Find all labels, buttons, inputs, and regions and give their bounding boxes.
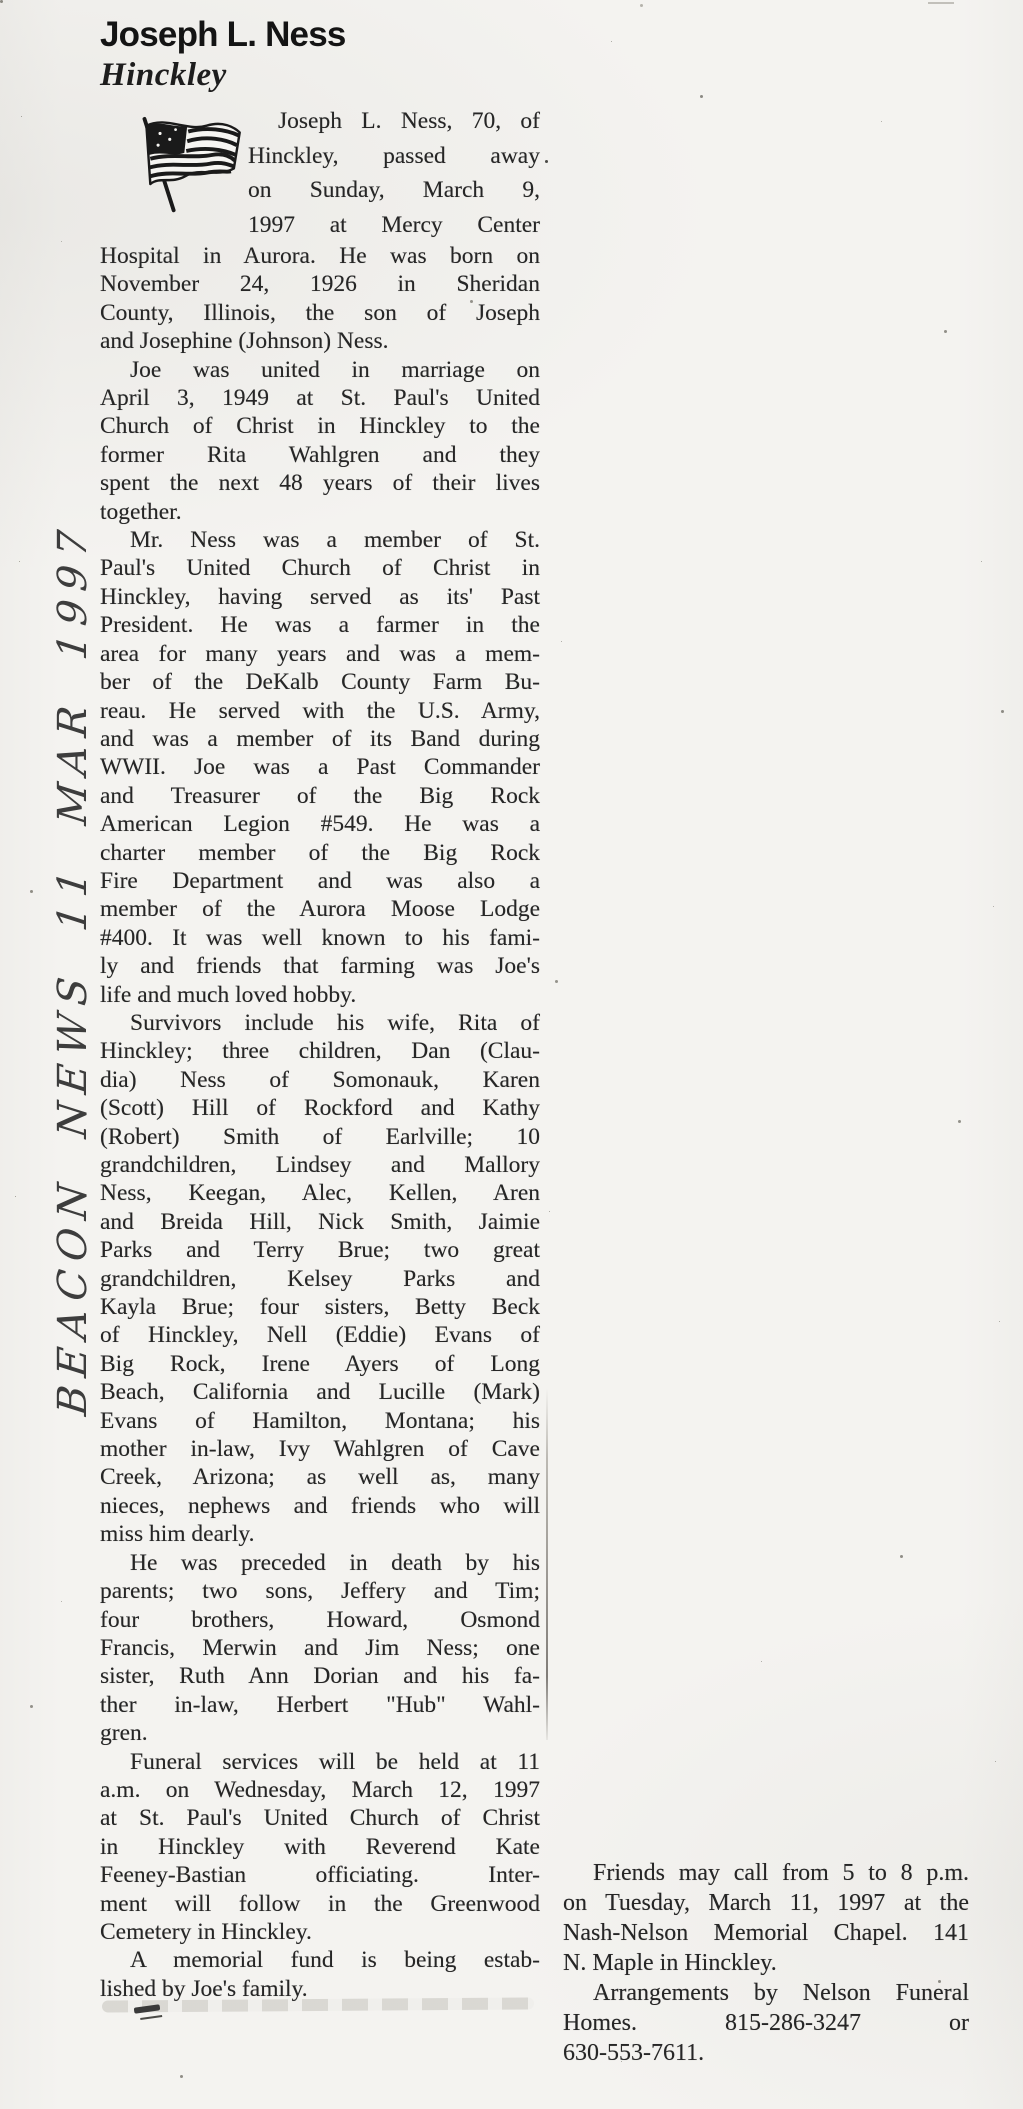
text-line: dia) Ness of Somonauk, Karen [100,1066,540,1093]
text-line: and Josephine (Johnson) Ness. [100,328,389,355]
text-line: grandchildren, Lindsey and Mallory [100,1152,540,1178]
text-line: Feeney-Bastian officiating. Inter- [100,1862,540,1889]
text-line: Church of Christ in Hinckley to the [100,413,540,440]
text-line: parents; two sons, Jeffery and Tim; [100,1578,540,1605]
paragraph [100,526,540,1009]
text-line: 630-553-7611. [563,2040,705,2066]
text-line: November 24, 1926 in Sheridan [100,271,540,298]
text-line: 1997 at Mercy Center [248,211,540,238]
text-line: A memorial fund is being estab- [130,1947,540,1974]
obituary-headline: Joseph L. Ness [100,15,346,54]
text-line: Mr. Ness was a member of St. [130,527,540,554]
paragraph [563,1858,969,1978]
text-line: Nash-Nelson Memorial Chapel. 141 [563,1920,969,1946]
paragraph [100,1946,540,2003]
text-line: Beach, California and Lucille (Mark) [100,1379,540,1406]
text-line: County, Illinois, the son of Joseph [100,299,540,326]
text-line: April 3, 1949 at St. Paul's United [100,385,540,412]
text-line: Arrangements by Nelson Funeral [593,1980,969,2006]
text-line: together. [100,498,182,525]
text-line: American Legion #549. He was a [100,811,540,838]
paragraph [100,356,540,526]
text-line: lished by Joe's family. [100,1975,308,2002]
us-flag-icon [136,116,254,218]
text-line: Hospital in Aurora. He was born on [100,243,540,269]
scratched-out-line [102,1997,534,2012]
text-line: of Hinckley, Nell (Eddie) Evans of [100,1322,540,1349]
paragraph [100,1549,540,1748]
text-line: life and much loved hobby. [100,981,357,1008]
text-line: and Breida Hill, Nick Smith, Jaimie [100,1208,540,1235]
text-line: area for many years and was a mem- [100,640,540,667]
text-line: mother in-law, Ivy Wahlgren of Cave [100,1436,540,1463]
text-line: Hinckley; three children, Dan (Clau- [100,1038,540,1065]
text-line: Parks and Terry Brue; two great [100,1237,540,1264]
text-line: Ness, Keegan, Alec, Kellen, Aren [100,1180,540,1207]
text-line: nieces, nephews and friends who will [100,1492,540,1519]
text-line: Joseph L. Ness, 70, of [278,108,540,134]
text-line: gren. [100,1720,148,1747]
text-line: sister, Ruth Ann Dorian and his fa- [100,1663,540,1690]
text-line: Big Rock, Irene Ayers of Long [100,1350,540,1377]
handwritten-annotation: BEACON NEWS 11 MAR 1997 [50,519,96,1418]
paragraph [100,1009,540,1549]
paragraph [563,1978,969,2068]
text-line: Hinckley, passed away [248,142,540,169]
text-line: Survivors include his wife, Rita of [130,1009,540,1036]
text-line: former Rita Wahlgren and they [100,441,540,468]
text-line: Fire Department and was also a [100,867,540,894]
text-line: Creek, Arizona; as well as, many [100,1464,540,1491]
text-line: on Tuesday, March 11, 1997 at the [563,1890,969,1916]
text-line: (Scott) Hill of Rockford and Kathy [100,1095,540,1122]
text-line: on Sunday, March 9, [248,177,540,203]
text-line: member of the Aurora Moose Lodge [100,896,540,923]
text-line: four brothers, Howard, Osmond [100,1606,540,1633]
text-line: N. Maple in Hinckley. [563,1950,777,1976]
text-line: a.m. on Wednesday, March 12, 1997 [100,1776,540,1803]
text-line: Kayla Brue; four sisters, Betty Beck [100,1294,540,1321]
text-line: ment will follow in the Greenwood [100,1890,540,1917]
paper-crease [546,1388,548,1740]
text-line: ther in-law, Herbert "Hub" Wahl- [100,1691,540,1718]
obituary-body [100,104,540,2003]
text-line: at St. Paul's United Church of Christ [100,1805,540,1832]
text-line: (Robert) Smith of Earlville; 10 [100,1123,540,1150]
text-line: President. He was a farmer in the [100,612,540,639]
text-line: in Hinckley with Reverend Kate [100,1833,540,1860]
text-line: grandchildren, Kelsey Parks and [100,1265,540,1292]
text-line: WWII. Joe was a Past Commander [100,754,540,781]
text-line: Joe was united in marriage on [130,356,540,383]
obituary-subhead: Hinckley [100,57,227,93]
text-line: miss him dearly. [100,1521,255,1548]
text-line: ly and friends that farming was Joe's [100,953,540,980]
text-line: Francis, Merwin and Jim Ness; one [100,1634,540,1661]
visitation-column [563,1858,969,2068]
text-line: and was a member of its Band during [100,725,540,752]
text-line: charter member of the Big Rock [100,839,540,866]
text-line: #400. It was well known to his fami- [100,924,540,951]
text-line: Evans of Hamilton, Montana; his [100,1407,540,1434]
text-line: Homes. 815-286-3247 or [563,2010,969,2036]
text-line: Hinckley, having served as its' Past [100,583,540,610]
text-line: He was preceded in death by his [130,1549,540,1576]
scan-noise [0,0,3,3]
text-line: spent the next 48 years of their lives [100,470,540,497]
text-line: Paul's United Church of Christ in [100,555,540,582]
text-line: Funeral services will be held at 11 [130,1748,540,1775]
paragraph [100,1748,540,1947]
text-line: Cemetery in Hinckley. [100,1918,312,1945]
scan-smudge [928,2,954,4]
text-line: Friends may call from 5 to 8 p.m. [593,1860,969,1886]
text-line: ber of the DeKalb County Farm Bu- [100,669,540,696]
text-line: and Treasurer of the Big Rock [100,782,540,809]
obituary-article [100,16,540,2003]
text-line: reau. He served with the U.S. Army, [100,697,540,724]
